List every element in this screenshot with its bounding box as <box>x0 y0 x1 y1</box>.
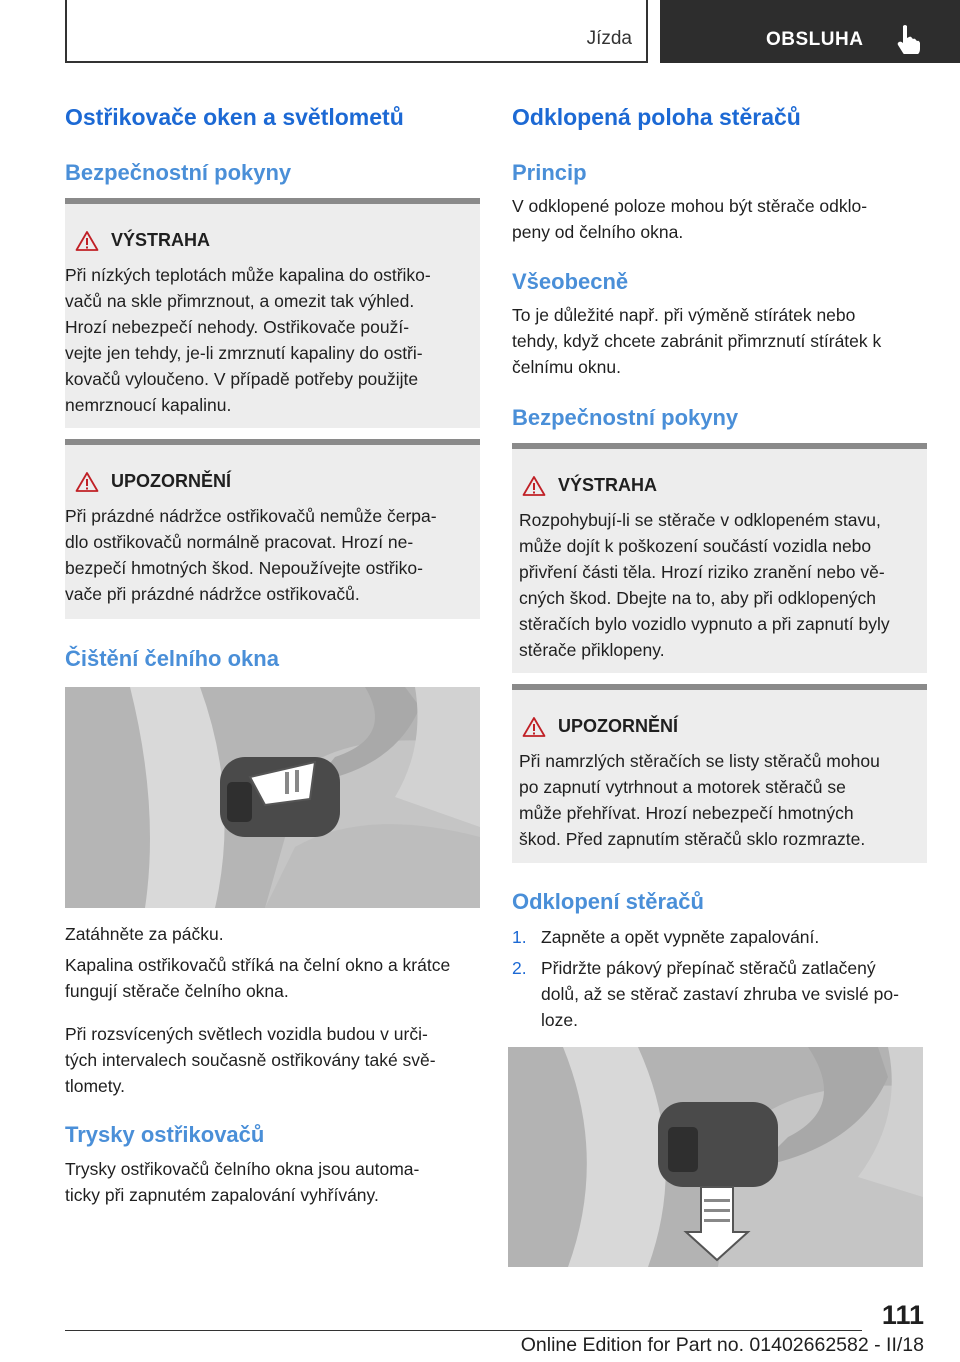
warning-triangle-icon <box>75 471 99 493</box>
nozzles-text: Trysky ostřikovačů čelního okna jsou automa- ticky při zapnutém zapalování vyhřívány. <box>65 1159 420 1205</box>
pointing-hand-icon <box>896 24 922 54</box>
notice-box <box>65 439 480 619</box>
windshield-washer-lever-image <box>65 687 480 908</box>
notice-title: UPOZORNĚNÍ <box>111 471 232 491</box>
cleaning-heading: Čištění čelního okna <box>65 646 279 671</box>
warning-triangle-icon <box>522 716 546 738</box>
section-title: Odklopená poloha stěračů <box>512 104 801 130</box>
principle-text: V odklopené poloze mohou být stěrače odklo- peny od čelního okna. <box>512 196 868 242</box>
step-number: 2. <box>512 958 527 978</box>
header-section-box <box>65 0 648 63</box>
header-section-title: Jízda <box>586 28 632 49</box>
warning-triangle-icon <box>522 475 546 497</box>
principle-heading: Princip <box>512 160 587 185</box>
warning-text: Rozpohybují-li se stěrače v odklopeném stavu, může dojít k poškození součástí vozidla nebo přivření části těla. Hrozí riziko zranění nebo vě- cných škod. Dbejte na to, aby při odklopených stěračích bylo vozidlo vypnuto a při zapnutí byly stěrače přiklopeny. <box>519 510 890 660</box>
step-text: Přidržte pákový přepínač stěračů zatlačený dolů, až se stěrač zastaví zhruba ve svislé po- loze. <box>541 958 899 1030</box>
footer-edition: Online Edition for Part no. 01402662582 - II/18 <box>520 1334 924 1356</box>
header-chapter-tab[interactable] <box>660 0 960 63</box>
footer-divider <box>65 1330 862 1331</box>
wiper-fold-position-image <box>508 1047 923 1267</box>
warning-title: VÝSTRAHA <box>558 475 658 495</box>
warning-box <box>512 443 927 673</box>
step-number: 1. <box>512 927 527 947</box>
notice-box <box>512 684 927 863</box>
warning-text: Při nízkých teplotách může kapalina do ostřiko- vačů na skle přimrznout, a omezit tak výhled. Hrozí nebezpečí nehody. Ostřikovače použí- vejte jen tehdy, je-li zmrznutí kapaliny do ostři- kovačů vyloučeno. V případě potřeby použijte nemrznoucí kapalinu. <box>65 265 431 415</box>
warning-triangle-icon <box>75 230 99 252</box>
notice-title: UPOZORNĚNÍ <box>558 716 679 736</box>
fold-heading: Odklopení stěračů <box>512 889 704 914</box>
nozzles-heading: Trysky ostřikovačů <box>65 1122 265 1147</box>
general-heading: Všeobecně <box>512 269 629 294</box>
notice-text: Při namrzlých stěračích se listy stěračů mohou po zapnutí vytrhnout a motorek stěračů se může přehřívat. Hrozí nebezpečí hmotných škod. Před zapnutím stěračů sklo rozmrazte. <box>519 751 880 849</box>
warning-title: VÝSTRAHA <box>111 230 211 250</box>
section-title: Ostřikovače oken a světlometů <box>65 104 404 130</box>
safety-heading: Bezpečnostní pokyny <box>65 160 292 185</box>
header-chapter-label: OBSLUHA <box>766 29 864 50</box>
cleaning-step-text: Zatáhněte za páčku. <box>65 924 224 944</box>
headlight-washing-note: Při rozsvícených světlech vozidla budou v urči- tých intervalech současně ostřikovány také svě- tlomety. <box>65 1024 436 1096</box>
safety-heading: Bezpečnostní pokyny <box>512 405 739 430</box>
general-text: To je důležité např. při výměně stírátek nebo tehdy, když chcete zabránit přimrznutí stírátek k čelnímu oknu. <box>512 305 882 377</box>
page-number: 111 <box>881 1300 924 1330</box>
cleaning-description: Kapalina ostřikovačů stříká na čelní okno a krátce fungují stěrače čelního okna. <box>65 955 451 1001</box>
warning-box <box>65 198 480 428</box>
step-text: Zapněte a opět vypněte zapalování. <box>541 927 820 947</box>
notice-text: Při prázdné nádržce ostřikovačů nemůže čerpa- dlo ostřikovačů normálně pracovat. Hrozí ne- bezpečí hmotných škod. Nepoužívejte ostřiko- vače při prázdné nádržce ostřikovačů. <box>65 506 437 604</box>
